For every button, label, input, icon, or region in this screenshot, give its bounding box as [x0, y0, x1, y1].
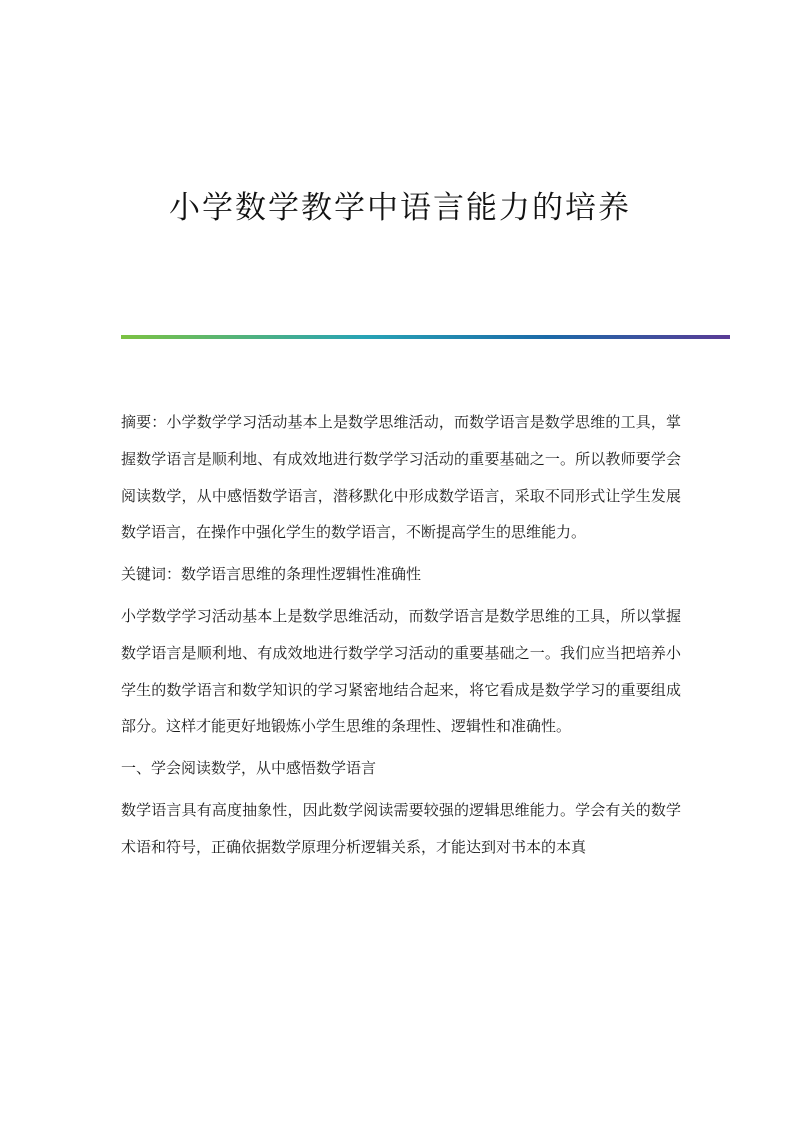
section-heading-1: 一、学会阅读数学，从中感悟数学语言: [121, 759, 377, 778]
section-paragraph-1: 数学语言具有高度抽象性，因此数学阅读需要较强的逻辑思维能力。学会有关的数学术语和符号，正确依据数学原理分析逻辑关系，才能达到对书本的本真: [121, 800, 681, 856]
keywords-paragraph: 关键词：数学语言思维的条理性逻辑性准确性: [121, 565, 422, 584]
title-divider: [121, 335, 730, 339]
document-body: [121, 404, 681, 866]
abstract-paragraph: 摘要：小学数学学习活动基本上是数学思维活动，而数学语言是数学思维的工具，掌握数学语言是顺利地、有成效地进行数学学习活动的重要基础之一。所以教师要学会阅读数学，从中感悟数学语言，潜移默化中形成数学语言，采取不同形式让学生发展数学语言，在操作中强化学生的数学语言，不断提高学生的思维能力。: [121, 413, 681, 542]
document-title: 小学数学教学中语言能力的培养: [169, 190, 631, 226]
intro-paragraph: 小学数学学习活动基本上是数学思维活动，而数学语言是数学思维的工具，所以掌握数学语言是顺利地、有成效地进行数学学习活动的重要基础之一。我们应当把培养小学生的数学语言和数学知识的学习紧密地结合起来，将它看成是数学学习的重要组成部分。这样才能更好地锻炼小学生思维的条理性、逻辑性和准确性。: [121, 606, 681, 736]
